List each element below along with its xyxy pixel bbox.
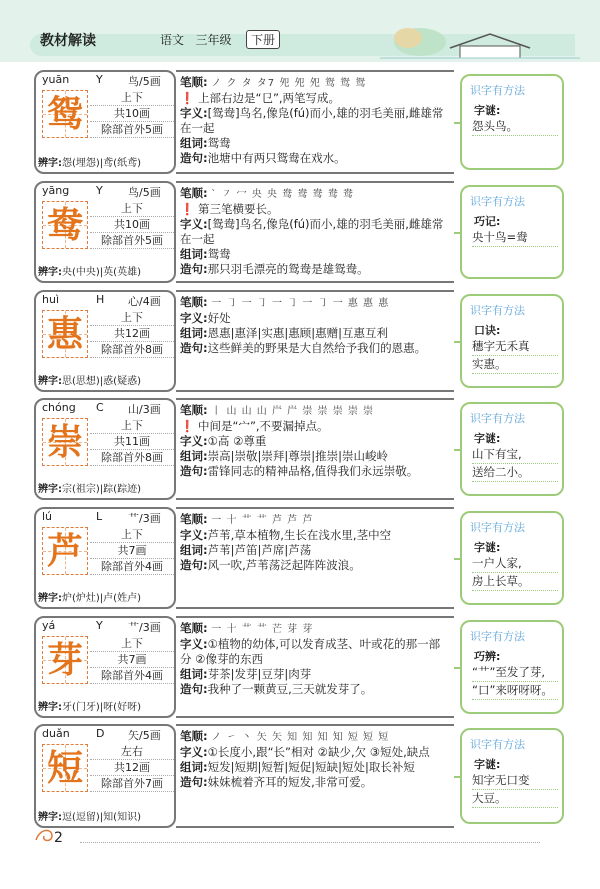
meaning <box>180 434 450 449</box>
bianzi-label: 辨字: <box>38 812 62 823</box>
ziyi-label: 字义: <box>180 528 208 542</box>
stroke-except: 除部首外5画 <box>90 122 174 138</box>
method-title: 识字有方法 <box>470 195 525 208</box>
char-meta <box>36 618 174 634</box>
char-detail-panel <box>176 70 454 174</box>
bianzi-label: 辨字: <box>38 484 62 495</box>
zaoju-label: 造句: <box>180 151 208 165</box>
method-line: 一户人家, <box>472 555 558 573</box>
sentence-text: 妹妹梳着齐耳的短发,非常可爱。 <box>207 775 373 789</box>
method-label: 口诀: <box>474 324 501 337</box>
char-info-panel <box>34 398 176 500</box>
word-group-text: 短发|短期|短暂|短促|短缺|短处|取长补短 <box>207 760 415 774</box>
volume-tag: 下册 <box>246 30 280 49</box>
stroke-total: 共7画 <box>90 543 174 559</box>
ziyi-label: 字义: <box>180 637 208 651</box>
sentence-text: 我种了一颗黄豆,三天就发芽了。 <box>207 682 373 696</box>
method-content <box>472 555 558 591</box>
stroke-order <box>180 186 450 202</box>
stroke-order <box>180 75 450 91</box>
index-letter: Y <box>96 619 103 632</box>
bishun-label: 笔顺: <box>180 75 208 89</box>
word-group <box>180 136 450 151</box>
warning-icon: ❗ <box>180 419 195 433</box>
char-meta <box>36 726 174 742</box>
distinguish-chars <box>38 372 141 387</box>
char-structure <box>90 636 174 684</box>
word-group <box>180 449 450 464</box>
method-line: 房上长草。 <box>472 573 558 591</box>
method-label: 巧辨: <box>474 650 501 663</box>
bianzi-label: 辨字: <box>38 593 62 604</box>
distinguish-chars <box>38 263 141 278</box>
character-card <box>34 724 564 828</box>
example-sentence <box>180 151 450 166</box>
pinyin: huì <box>42 293 59 306</box>
bianzi-label: 辨字: <box>38 702 62 713</box>
stroke-sequence: ˋ ㇇ 冖 央 央 鸯 鸯 鸯 鸯 鸯 <box>211 189 354 200</box>
char-detail-panel <box>176 724 454 828</box>
example-sentence <box>180 262 450 277</box>
method-line: 山下有宝, <box>472 446 558 464</box>
stroke-total: 共12画 <box>90 760 174 776</box>
distinguish-chars <box>38 154 141 169</box>
radical: 山/3画 <box>128 403 161 416</box>
stroke-total: 共10画 <box>90 106 174 122</box>
method-panel <box>460 620 564 714</box>
stroke-note <box>180 91 450 106</box>
stroke-sequence: 丨 山 山 山 屵 屵 崇 崇 崇 崇 崇 <box>211 406 375 417</box>
char-structure <box>90 201 174 249</box>
page-number: 2 <box>54 830 63 846</box>
hanzi-grid <box>42 744 88 792</box>
char-detail-panel <box>176 616 454 718</box>
char-meta <box>36 509 174 525</box>
meaning <box>180 528 450 543</box>
stroke-order <box>180 403 450 419</box>
stroke-sequence: ノ ク タ タ7 夗 夗 夗 鸳 鸳 鸳 <box>211 78 367 89</box>
ziyi-label: 字义: <box>180 434 208 448</box>
structure: 上下 <box>90 201 174 217</box>
warning-icon: ❗ <box>180 91 195 105</box>
method-label: 字谜: <box>474 541 501 554</box>
word-group-text: 芦苇|芦笛|芦席|芦荡 <box>207 543 312 557</box>
stroke-except: 除部首外8画 <box>90 342 174 358</box>
zaoju-label: 造句: <box>180 682 208 696</box>
method-title: 识字有方法 <box>470 304 525 317</box>
method-line: 穗字无禾真 <box>472 338 558 356</box>
structure: 上下 <box>90 418 174 434</box>
radical: 鸟/5画 <box>128 75 161 88</box>
bianzi-label: 辨字: <box>38 158 62 169</box>
method-label: 巧记: <box>474 215 501 228</box>
method-panel <box>460 185 564 279</box>
char-info-panel <box>34 507 176 609</box>
bishun-label: 笔顺: <box>180 512 208 526</box>
zuci-label: 组词: <box>180 543 208 557</box>
method-title: 识字有方法 <box>470 630 525 643</box>
meaning-text: 好处 <box>207 311 231 325</box>
stroke-except: 除部首外8画 <box>90 450 174 466</box>
word-group <box>180 667 450 682</box>
zuci-label: 组词: <box>180 247 208 261</box>
char-detail-panel <box>176 398 454 500</box>
word-group-text: 崇高|崇敬|崇拜|尊崇|推崇|崇山峻岭 <box>207 449 388 463</box>
word-group-text: 恩惠|惠泽|实惠|惠顾|惠赠|互惠互利 <box>207 326 388 340</box>
char-structure <box>90 310 174 358</box>
bianzi-text: 思(思想)|惑(疑惑) <box>62 376 141 387</box>
zuci-label: 组词: <box>180 667 208 681</box>
zaoju-label: 造句: <box>180 464 208 478</box>
ziyi-label: 字义: <box>180 217 208 231</box>
radical: 鸟/5画 <box>128 186 161 199</box>
word-group <box>180 760 450 775</box>
structure: 上下 <box>90 310 174 326</box>
char-meta <box>36 183 174 199</box>
example-sentence <box>180 558 450 573</box>
stroke-sequence: 一 十 艹 艹 芒 芽 芽 <box>211 624 314 635</box>
char-info-panel <box>34 181 176 283</box>
char-detail-panel <box>176 290 454 392</box>
hanzi: 芦 <box>46 530 83 572</box>
distinguish-chars <box>38 589 141 604</box>
zuci-label: 组词: <box>180 760 208 774</box>
stroke-note <box>180 202 450 217</box>
stroke-order <box>180 295 450 311</box>
structure: 上下 <box>90 636 174 652</box>
index-letter: H <box>96 293 105 306</box>
subject-grade <box>160 31 231 48</box>
character-card <box>34 290 564 392</box>
char-detail-panel <box>176 181 454 283</box>
book-title: 教材解读 <box>40 33 96 49</box>
meaning-text: ①植物的幼体,可以发育成茎、叶或花的那一部分 ②像芽的东西 <box>180 637 441 666</box>
hanzi: 崇 <box>46 421 83 463</box>
bianzi-text: 宗(祖宗)|踪(踪迹) <box>62 484 141 495</box>
stroke-except: 除部首外4画 <box>90 668 174 684</box>
bishun-label: 笔顺: <box>180 621 208 635</box>
radical: 艹/3画 <box>128 512 161 525</box>
method-label: 字谜: <box>474 432 501 445</box>
hanzi: 鸳 <box>46 93 83 135</box>
zaoju-label: 造句: <box>180 262 208 276</box>
bianzi-label: 辨字: <box>38 376 62 387</box>
index-letter: D <box>96 727 105 740</box>
subject-label: 语文 <box>160 33 185 47</box>
stroke-order <box>180 621 450 637</box>
bishun-label: 笔顺: <box>180 295 208 309</box>
pinyin: duǎn <box>42 727 70 740</box>
method-line: 送给二小。 <box>472 464 558 482</box>
pinyin: chóng <box>42 401 76 414</box>
bishun-label: 笔顺: <box>180 186 208 200</box>
method-content <box>472 446 558 482</box>
stroke-total: 共11画 <box>90 434 174 450</box>
method-content <box>472 772 558 808</box>
house-tree-icon <box>380 20 580 60</box>
zaoju-label: 造句: <box>180 775 208 789</box>
sentence-text: 那只羽毛漂亮的鸳鸯是雄鸳鸯。 <box>207 262 369 276</box>
structure: 上下 <box>90 90 174 106</box>
method-panel <box>460 402 564 496</box>
char-structure <box>90 418 174 466</box>
bishun-label: 笔顺: <box>180 729 208 743</box>
hanzi-grid <box>42 90 88 138</box>
example-sentence <box>180 682 450 697</box>
char-structure <box>90 527 174 575</box>
bianzi-text: 牙(门牙)|呀(好呀) <box>62 702 141 713</box>
char-info-panel <box>34 70 176 174</box>
distinguish-chars <box>38 698 141 713</box>
hanzi-grid <box>42 527 88 575</box>
meaning-text: 芦苇,草本植物,生长在浅水里,茎中空 <box>207 528 392 542</box>
pinyin: yá <box>42 619 56 632</box>
zaoju-label: 造句: <box>180 341 208 355</box>
meaning <box>180 217 450 247</box>
char-meta <box>36 72 174 88</box>
method-line: 央十鸟=鸯 <box>472 229 558 247</box>
structure: 左右 <box>90 744 174 760</box>
stroke-except: 除部首外4画 <box>90 559 174 575</box>
meaning-text: [鸳鸯]鸟名,像凫(fú)而小,雄的羽毛美丽,雌雄常在一起 <box>180 106 444 135</box>
zuci-label: 组词: <box>180 136 208 150</box>
method-label: 字谜: <box>474 104 501 117</box>
bianzi-text: 炉(炉灶)|卢(姓卢) <box>62 593 141 604</box>
char-meta <box>36 400 174 416</box>
note-text: 上部右边是“㔾”,两笔写成。 <box>197 91 341 105</box>
pinyin: yuān <box>42 73 70 86</box>
method-content <box>472 118 558 136</box>
meaning-text: ①高 ②尊重 <box>207 434 267 448</box>
warning-icon: ❗ <box>180 202 195 216</box>
page-header <box>0 0 600 62</box>
character-card <box>34 181 564 283</box>
grade-label: 三年级 <box>195 33 232 47</box>
char-info-panel <box>34 290 176 392</box>
word-group <box>180 247 450 262</box>
word-group <box>180 326 450 341</box>
example-sentence <box>180 464 450 479</box>
method-panel <box>460 511 564 605</box>
word-group-text: 鸳鸯 <box>207 247 231 261</box>
stroke-except: 除部首外7画 <box>90 776 174 792</box>
word-group-text: 芽茶|发芽|豆芽|肉芽 <box>207 667 312 681</box>
meaning-text: [鸳鸯]鸟名,像凫(fú)而小,雄的羽毛美丽,雌雄常在一起 <box>180 217 444 246</box>
stroke-total: 共12画 <box>90 326 174 342</box>
index-letter: Y <box>96 184 103 197</box>
stroke-sequence: 一 ㇆ 一 ㇆ 一 ㇆ 一 ㇆ 一 惠 惠 惠 <box>211 298 390 309</box>
stroke-total: 共10画 <box>90 217 174 233</box>
hanzi-grid <box>42 201 88 249</box>
pinyin: yāng <box>42 184 70 197</box>
method-title: 识字有方法 <box>470 84 525 97</box>
bianzi-label: 辨字: <box>38 267 62 278</box>
bianzi-text: 逗(逗留)|知(知识) <box>62 812 141 823</box>
hanzi: 鸯 <box>46 204 83 246</box>
method-panel <box>460 728 564 824</box>
char-info-panel <box>34 724 176 828</box>
stroke-total: 共7画 <box>90 652 174 668</box>
method-panel <box>460 74 564 170</box>
meaning <box>180 637 450 667</box>
method-line: “艹”至发了芽, <box>472 664 558 682</box>
radical: 矢/5画 <box>128 729 161 742</box>
sentence-text: 风一吹,芦苇荡泛起阵阵波浪。 <box>207 558 361 572</box>
sentence-text: 池塘中有两只鸳鸯在戏水。 <box>207 151 346 165</box>
zuci-label: 组词: <box>180 326 208 340</box>
word-group <box>180 543 450 558</box>
ziyi-label: 字义: <box>180 106 208 120</box>
hanzi-grid <box>42 418 88 466</box>
method-line: “口”来呀呀呀。 <box>472 682 558 700</box>
method-label: 字谜: <box>474 758 501 771</box>
ziyi-label: 字义: <box>180 745 208 759</box>
ziyi-label: 字义: <box>180 311 208 325</box>
stroke-order <box>180 729 450 745</box>
method-title: 识字有方法 <box>470 521 525 534</box>
stroke-sequence: 一 十 艹 艹 芦 芦 芦 <box>211 515 314 526</box>
meaning-text: ①长度小,跟“长”相对 ②缺少,欠 ③短处,缺点 <box>207 745 430 759</box>
sentence-text: 这些鲜美的野果是大自然给予我们的恩惠。 <box>207 341 427 355</box>
method-line: 实惠。 <box>472 356 558 374</box>
distinguish-chars <box>38 480 141 495</box>
method-title: 识字有方法 <box>470 412 525 425</box>
method-content <box>472 664 558 700</box>
method-title: 识字有方法 <box>470 738 525 751</box>
zuci-label: 组词: <box>180 449 208 463</box>
method-line: 大豆。 <box>472 790 558 808</box>
method-content <box>472 338 558 374</box>
method-line: 怨头鸟。 <box>472 118 558 136</box>
meaning <box>180 311 450 326</box>
method-panel <box>460 294 564 388</box>
pinyin: lú <box>42 510 53 523</box>
char-structure <box>90 744 174 792</box>
bianzi-text: 怨(埋怨)|鸢(纸鸢) <box>62 158 141 169</box>
stroke-except: 除部首外5画 <box>90 233 174 249</box>
index-letter: Y <box>96 73 103 86</box>
note-text: 中间是“宀”,不要漏掉点。 <box>197 419 329 433</box>
footer-divider <box>80 842 540 843</box>
index-letter: C <box>96 401 104 414</box>
char-meta <box>36 292 174 308</box>
char-info-panel <box>34 616 176 718</box>
index-letter: L <box>96 510 103 523</box>
meaning <box>180 745 450 760</box>
hanzi: 惠 <box>46 313 83 355</box>
method-content <box>472 229 558 247</box>
note-text: 第三笔横要长。 <box>197 202 279 216</box>
method-line: 知字无口变 <box>472 772 558 790</box>
stroke-order <box>180 512 450 528</box>
bishun-label: 笔顺: <box>180 403 208 417</box>
character-card <box>34 398 564 500</box>
example-sentence <box>180 341 450 356</box>
distinguish-chars <box>38 808 141 823</box>
sentence-text: 雷锋同志的精神品格,值得我们永远崇敬。 <box>207 464 419 478</box>
char-structure <box>90 90 174 138</box>
hanzi-grid <box>42 310 88 358</box>
hanzi: 短 <box>46 747 83 789</box>
hanzi: 芽 <box>46 639 83 681</box>
stroke-sequence: ノ ㇀ 丶 矢 矢 知 知 知 知 短 短 短 <box>211 732 390 743</box>
word-group-text: 鸳鸯 <box>207 136 231 150</box>
character-card <box>34 616 564 718</box>
structure: 上下 <box>90 527 174 543</box>
radical: 艹/3画 <box>128 621 161 634</box>
hanzi-grid <box>42 636 88 684</box>
example-sentence <box>180 775 450 790</box>
stroke-note <box>180 419 450 434</box>
character-card <box>34 70 564 174</box>
bianzi-text: 央(中央)|英(英雄) <box>62 267 141 278</box>
zaoju-label: 造句: <box>180 558 208 572</box>
meaning <box>180 106 450 136</box>
character-card <box>34 507 564 609</box>
radical: 心/4画 <box>128 295 161 308</box>
char-detail-panel <box>176 507 454 609</box>
